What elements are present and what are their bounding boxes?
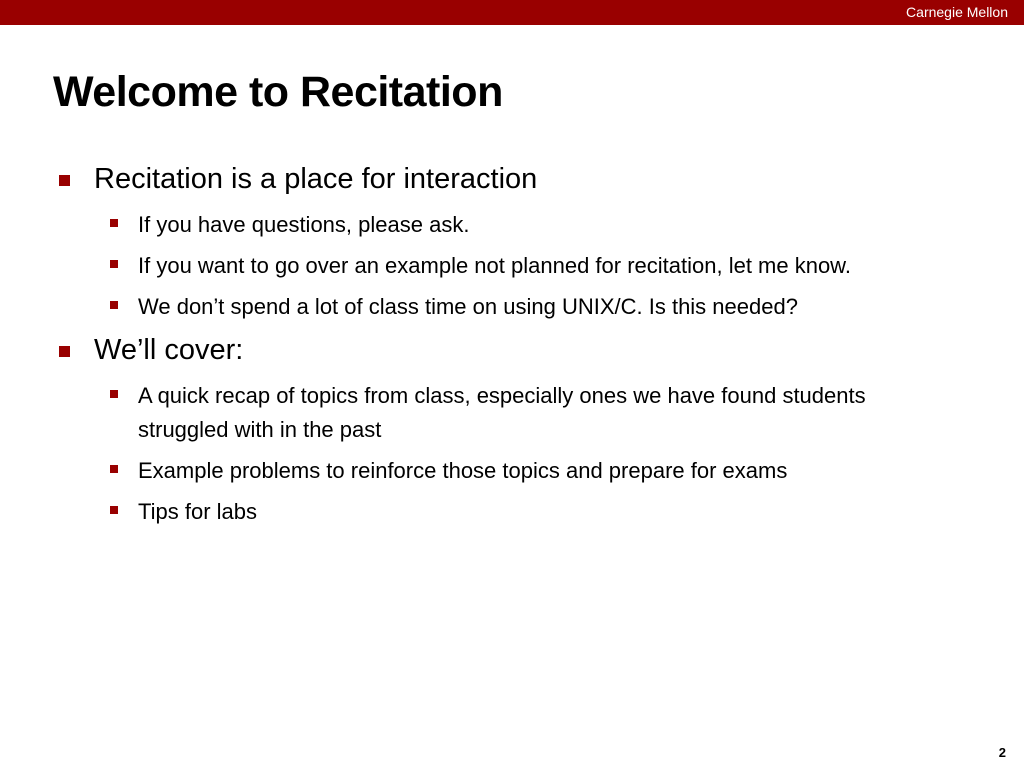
square-bullet-icon xyxy=(110,219,118,227)
main-bullet-text: Recitation is a place for interaction xyxy=(94,163,538,195)
main-bullet xyxy=(57,331,957,369)
square-bullet-icon xyxy=(59,346,70,357)
sub-bullet xyxy=(101,454,918,488)
sub-bullet xyxy=(101,290,918,324)
page-number: 2 xyxy=(998,745,1006,760)
sub-bullet xyxy=(101,249,918,283)
sub-bullet-text: If you have questions, please ask. xyxy=(138,212,470,237)
square-bullet-icon xyxy=(110,390,118,398)
main-bullet xyxy=(57,160,957,198)
sub-bullet-text: If you want to go over an example not planned for recitation, let me know. xyxy=(138,253,851,278)
sub-bullet-text: Tips for labs xyxy=(138,499,258,524)
bullet-section xyxy=(57,160,957,324)
square-bullet-icon xyxy=(110,260,118,268)
sub-bullet-text: Example problems to reinforce those topics and prepare for exams xyxy=(138,458,788,483)
sub-bullet xyxy=(101,495,918,529)
main-bullet-text: We’ll cover: xyxy=(94,334,244,366)
bullet-section xyxy=(57,331,957,529)
square-bullet-icon xyxy=(110,506,118,514)
institution-label: Carnegie Mellon xyxy=(906,4,1008,20)
header-bar xyxy=(0,0,1024,25)
sub-bullet-text: A quick recap of topics from class, especially ones we have found students struggled with in the past xyxy=(138,383,866,442)
slide-content xyxy=(57,160,957,536)
sub-bullet xyxy=(101,379,918,447)
square-bullet-icon xyxy=(110,465,118,473)
slide-title: Welcome to Recitation xyxy=(53,68,503,116)
square-bullet-icon xyxy=(59,175,70,186)
sub-bullet xyxy=(101,208,918,242)
square-bullet-icon xyxy=(110,301,118,309)
sub-bullet-text: We don’t spend a lot of class time on using UNIX/C. Is this needed? xyxy=(138,294,798,319)
